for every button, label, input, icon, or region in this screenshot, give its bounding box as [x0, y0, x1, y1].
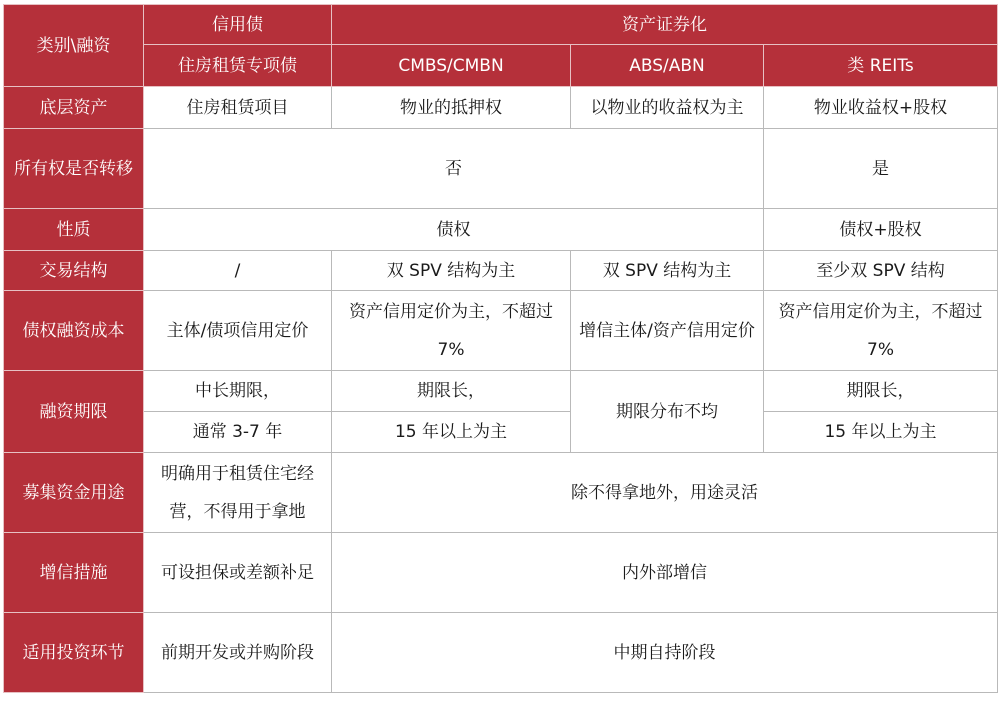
cell-cost-cmbs: 资产信用定价为主，不超过 7%	[332, 291, 571, 371]
row-label-usage: 募集资金用途	[4, 453, 144, 533]
cell-stage-others: 中期自持阶段	[332, 613, 998, 693]
housing-bond-header: 住房租赁专项债	[144, 45, 332, 87]
row-label-term: 融资期限	[4, 371, 144, 453]
row-structure	[4, 251, 998, 291]
cell-structure-housing: /	[144, 251, 332, 291]
row-label-credit-enhancement: 增信措施	[4, 533, 144, 613]
cell-term-cmbs-1: 期限长，	[332, 371, 571, 412]
row-cost	[4, 291, 998, 371]
row-credit-enhancement	[4, 533, 998, 613]
comparison-table-wrapper	[3, 4, 998, 693]
cell-underlying-cmbs: 物业的抵押权	[332, 87, 571, 129]
row-term-2	[4, 412, 998, 453]
cell-term-housing-1: 中长期限，	[144, 371, 332, 412]
cell-structure-reits: 至少双 SPV 结构	[764, 251, 998, 291]
cell-term-cmbs-2: 15 年以上为主	[332, 412, 571, 453]
row-ownership	[4, 129, 998, 209]
financing-comparison-table	[3, 4, 998, 693]
cell-structure-abs: 双 SPV 结构为主	[571, 251, 764, 291]
header-row-1	[4, 5, 998, 45]
cell-cost-reits: 资产信用定价为主，不超过 7%	[764, 291, 998, 371]
cell-usage-others: 除不得拿地外，用途灵活	[332, 453, 998, 533]
reits-header: 类 REITs	[764, 45, 998, 87]
cell-structure-cmbs: 双 SPV 结构为主	[332, 251, 571, 291]
row-nature	[4, 209, 998, 251]
row-label-stage: 适用投资环节	[4, 613, 144, 693]
cell-term-reits-2: 15 年以上为主	[764, 412, 998, 453]
row-underlying-assets	[4, 87, 998, 129]
cell-stage-housing: 前期开发或并购阶段	[144, 613, 332, 693]
cell-term-abs: 期限分布不均	[571, 371, 764, 453]
cell-nature-debt-equity: 债权+股权	[764, 209, 998, 251]
row-label-cost: 债权融资成本	[4, 291, 144, 371]
credit-bond-header: 信用债	[144, 5, 332, 45]
cell-underlying-housing: 住房租赁项目	[144, 87, 332, 129]
securitization-header: 资产证券化	[332, 5, 998, 45]
cell-term-reits-1: 期限长，	[764, 371, 998, 412]
cell-cost-abs: 增信主体/资产信用定价	[571, 291, 764, 371]
row-term-1	[4, 371, 998, 412]
cell-credit-enh-others: 内外部增信	[332, 533, 998, 613]
row-stage	[4, 613, 998, 693]
row-label-structure: 交易结构	[4, 251, 144, 291]
cell-nature-debt: 债权	[144, 209, 764, 251]
header-row-2	[4, 45, 998, 87]
row-label-ownership: 所有权是否转移	[4, 129, 144, 209]
cell-ownership-no: 否	[144, 129, 764, 209]
corner-header: 类别\融资	[4, 5, 144, 87]
cell-term-housing-2: 通常 3-7 年	[144, 412, 332, 453]
cell-ownership-yes: 是	[764, 129, 998, 209]
row-label-nature: 性质	[4, 209, 144, 251]
cmbs-header: CMBS/CMBN	[332, 45, 571, 87]
cell-underlying-reits: 物业收益权+股权	[764, 87, 998, 129]
abs-header: ABS/ABN	[571, 45, 764, 87]
row-label-underlying: 底层资产	[4, 87, 144, 129]
cell-underlying-abs: 以物业的收益权为主	[571, 87, 764, 129]
cell-credit-enh-housing: 可设担保或差额补足	[144, 533, 332, 613]
cell-cost-housing: 主体/债项信用定价	[144, 291, 332, 371]
cell-usage-housing: 明确用于租赁住宅经营，不得用于拿地	[144, 453, 332, 533]
row-usage	[4, 453, 998, 533]
